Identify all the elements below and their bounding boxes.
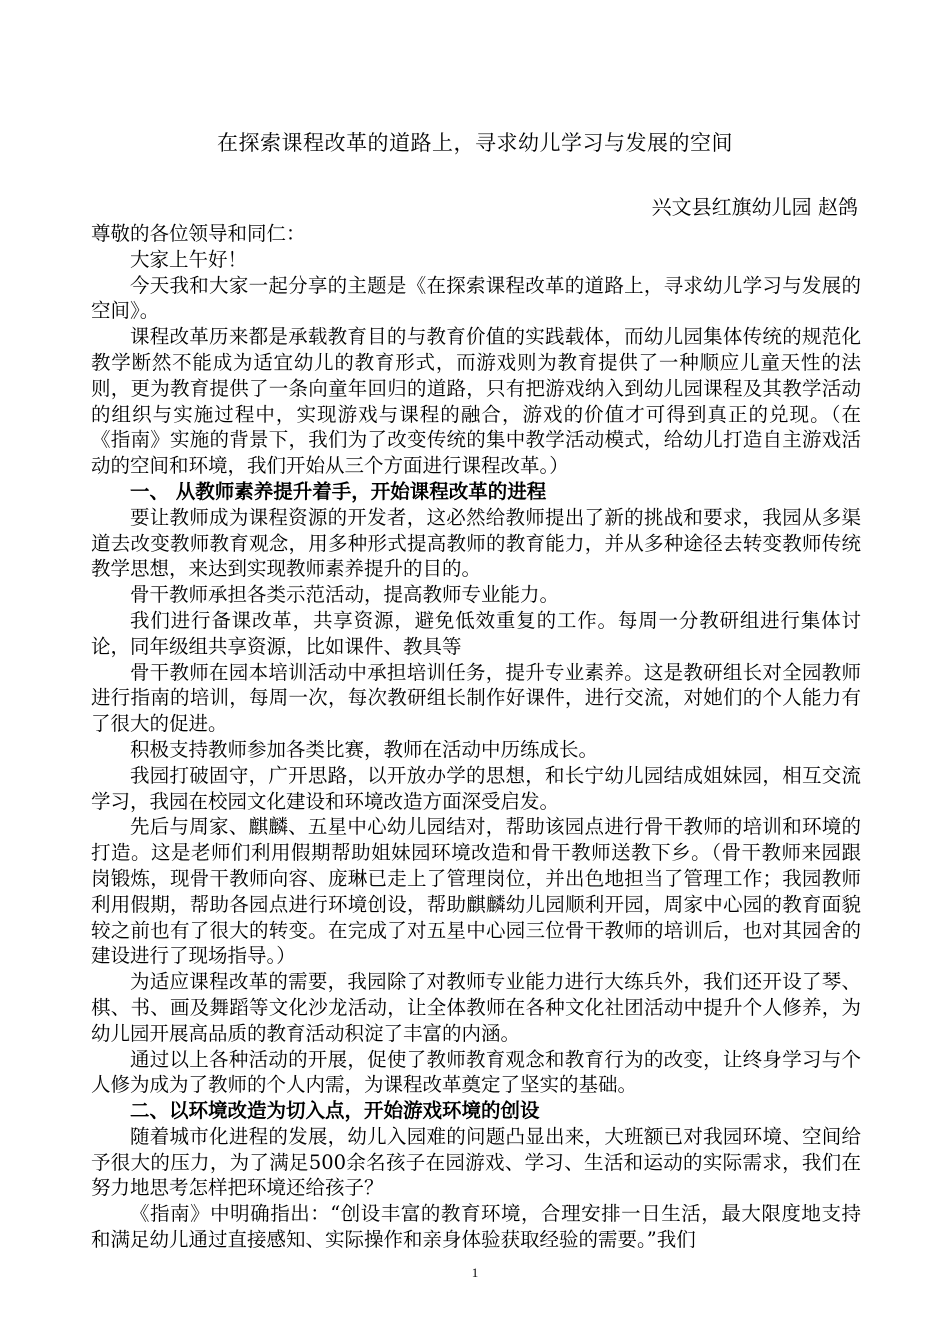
paragraph: 通过以上各种活动的开展，促使了教师教育观念和教育行为的改变，让终身学习与个人修为成为了教师的个人内需，为课程改革奠定了坚实的基础。 <box>91 1047 861 1097</box>
paragraph: 骨干教师承担各类示范活动，提高教师专业能力。 <box>130 583 560 607</box>
paragraph: 先后与周家、麒麟、五星中心幼儿园结对，帮助该园点进行骨干教师的培训和环境的打造。这是老师们利用假期帮助姐妹园环境改造和骨干教师送教下乡。（骨干教师来园跟岗锻炼，现骨干教师向容、庞琳已走上了管理岗位，并出色地担当了管理工作；我园教师利用假期，帮助各园点进行环境创设，帮助麒麟幼儿园顺利开园，周家中心园的教育面貌较之前也有了很大的转变。在完成了对五星中心园三位骨干教师的培训后，也对其园舍的建设进行了现场指导。） <box>91 815 861 968</box>
document-body <box>91 221 861 1253</box>
document-author: 兴文县红旗幼儿园 赵鸽 <box>651 195 858 219</box>
paragraph: 我们进行备课改革，共享资源，避免低效重复的工作。每周一分教研组进行集体讨论，同年级组共享资源，比如课件、教具等 <box>91 608 861 658</box>
paragraph: 我园打破固守，广开思路，以开放办学的思想，和长宁幼儿园结成姐妹园，相互交流学习，我园在校园文化建设和环境改造方面深受启发。 <box>91 763 861 813</box>
paragraph: 要让教师成为课程资源的开发者，这必然给教师提出了新的挑战和要求，我园从多渠道去改变教师教育观念，用多种形式提高教师的教育能力，并从多种途径去转变教师传统教学思想，来达到实现教师素养提升的目的。 <box>91 505 861 581</box>
greeting: 大家上午好！ <box>130 247 248 271</box>
paragraph: 积极支持教师参加各类比赛，教师在活动中历练成长。 <box>130 737 599 761</box>
paragraph: 《指南》中明确指出：“创设丰富的教育环境，合理安排一日生活，最大限度地支持和满足幼儿通过直接感知、实际操作和亲身体验获取经验的需要。”我们 <box>91 1202 861 1252</box>
document-title: 在探索课程改革的道路上，寻求幼儿学习与发展的空间 <box>217 131 733 155</box>
paragraph: 随着城市化进程的发展，幼儿入园难的问题凸显出来，大班额已对我园环境、空间给予很大的压力，为了满足500余名孩子在园游戏、学习、生活和运动的实际需求，我们在努力地思考怎样把环境还给孩子？ <box>91 1124 861 1200</box>
section-heading: 一、 从教师素养提升着手，开始课程改革的进程 <box>130 479 547 503</box>
paragraph: 课程改革历来都是承载教育目的与教育价值的实践载体，而幼儿园集体传统的规范化教学断然不能成为适宜幼儿的教育形式，而游戏则为教育提供了一种顺应儿童天性的法则，更为教育提供了一条向童年回归的道路，只有把游戏纳入到幼儿园课程及其教学活动的组织与实施过程中，实现游戏与课程的融合，游戏的价值才可得到真正的兑现。（在《指南》实施的背景下，我们为了改变传统的集中教学活动模式，给幼儿打造自主游戏活动的空间和环境，我们开始从三个方面进行课程改革。） <box>91 325 861 478</box>
salutation: 尊敬的各位领导和同仁： <box>91 222 306 245</box>
paragraph: 骨干教师在园本培训活动中承担培训任务，提升专业素养。这是教研组长对全园教师进行指南的培训，每周一次，每次教研组长制作好课件，进行交流，对她们的个人能力有了很大的促进。 <box>91 660 861 736</box>
section-heading: 二、以环境改造为切入点，开始游戏环境的创设 <box>130 1099 540 1123</box>
page-number: 1 <box>471 1265 479 1280</box>
paragraph: 今天我和大家一起分享的主题是《在探索课程改革的道路上，寻求幼儿学习与发展的空间》。 <box>91 273 861 323</box>
paragraph: 为适应课程改革的需要，我园除了对教师专业能力进行大练兵外，我们还开设了琴、棋、书、画及舞蹈等文化沙龙活动，让全体教师在各种文化社团活动中提升个人修养，为幼儿园开展高品质的教育活动积淀了丰富的内涵。 <box>91 970 861 1045</box>
